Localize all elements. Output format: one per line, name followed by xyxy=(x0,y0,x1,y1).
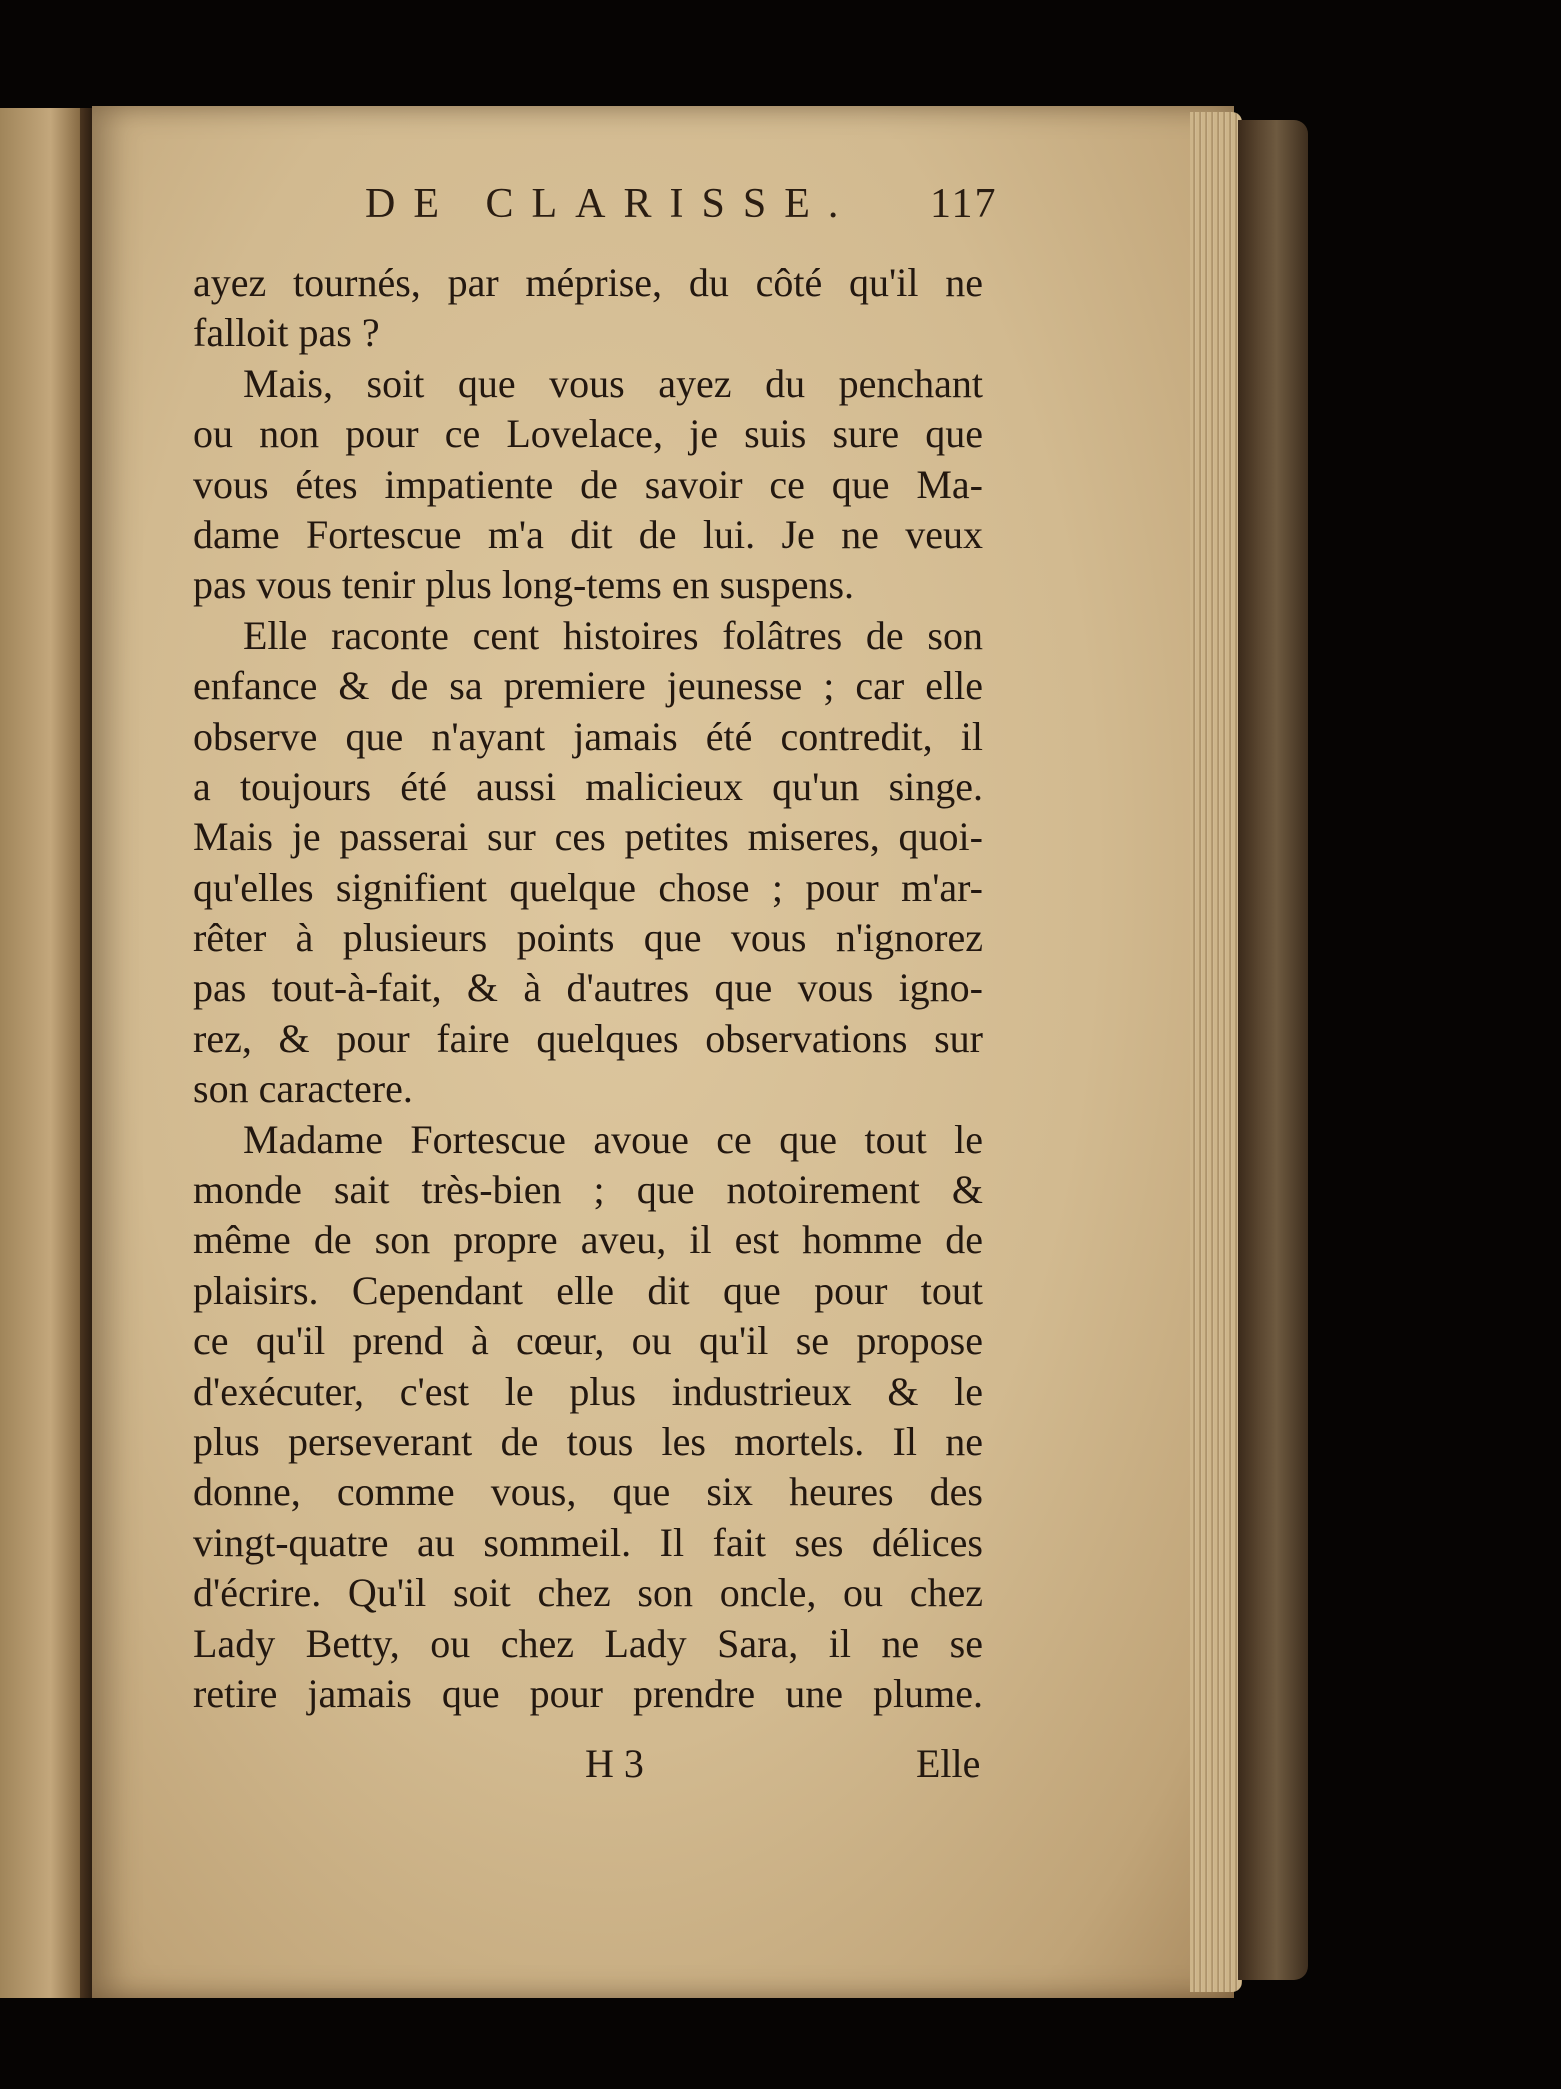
text-line: donne, comme vous, que six heures des xyxy=(193,1469,983,1515)
text-line: pas tout-à-fait, & à d'autres que vous igno- xyxy=(193,965,983,1011)
page-block-edges xyxy=(1190,112,1242,1992)
text-line: monde sait très-bien ; que notoirement & xyxy=(193,1167,983,1213)
text-line: Mais je passerai sur ces petites miseres, quoi- xyxy=(193,814,983,860)
text-line: Mais, soit que vous ayez du penchant xyxy=(243,360,983,406)
catchword: Elle xyxy=(916,1741,981,1786)
text-line: ce qu'il prend à cœur, ou qu'il se propose xyxy=(193,1318,983,1364)
running-title: DE CLARISSE. xyxy=(365,181,857,227)
text-line: a toujours été aussi malicieux qu'un singe. xyxy=(193,763,983,809)
text-line: retire jamais que pour prendre une plume. xyxy=(193,1670,983,1716)
page-footer xyxy=(0,1740,1561,1800)
text-line: ayez tournés, par méprise, du côté qu'il ne xyxy=(193,260,983,305)
facing-page-edge xyxy=(0,108,92,1998)
text-line: ou non pour ce Lovelace, je suis sure que xyxy=(193,411,983,457)
text-line: falloit pas ? xyxy=(193,310,380,356)
body-text xyxy=(193,258,983,1719)
book-cover-edge xyxy=(1238,120,1308,1980)
text-line: vous étes impatiente de savoir ce que Ma- xyxy=(193,461,983,507)
text-line: rêter à plusieurs points que vous n'ignorez xyxy=(193,915,983,961)
running-head xyxy=(0,180,1561,240)
text-line: observe que n'ayant jamais été contredit, il xyxy=(193,713,983,759)
text-line: Elle raconte cent histoires folâtres de son xyxy=(243,612,983,658)
text-line: vingt-quatre au sommeil. Il fait ses délices xyxy=(193,1519,983,1565)
text-line: pas vous tenir plus long-tems en suspens. xyxy=(193,562,855,608)
text-line: plaisirs. Cependant elle dit que pour tout xyxy=(193,1267,983,1313)
text-line: qu'elles signifient quelque chose ; pour m'ar- xyxy=(193,864,983,910)
text-line: Madame Fortescue avoue ce que tout le xyxy=(243,1116,983,1162)
text-line: Lady Betty, ou chez Lady Sara, il ne se xyxy=(193,1620,983,1666)
text-line: d'exécuter, c'est le plus industrieux & le xyxy=(193,1368,983,1414)
text-line: enfance & de sa premiere jeunesse ; car elle xyxy=(193,663,983,709)
signature-mark: H 3 xyxy=(585,1741,644,1786)
text-line: dame Fortescue m'a dit de lui. Je ne veux xyxy=(193,511,983,557)
text-line: plus perseverant de tous les mortels. Il ne xyxy=(193,1418,983,1464)
page-number: 117 xyxy=(930,181,998,227)
text-line: rez, & pour faire quelques observations sur xyxy=(193,1015,983,1061)
text-line: d'écrire. Qu'il soit chez son oncle, ou chez xyxy=(193,1570,983,1616)
text-line: son caractere. xyxy=(193,1066,413,1112)
text-line: même de son propre aveu, il est homme de xyxy=(193,1217,983,1263)
